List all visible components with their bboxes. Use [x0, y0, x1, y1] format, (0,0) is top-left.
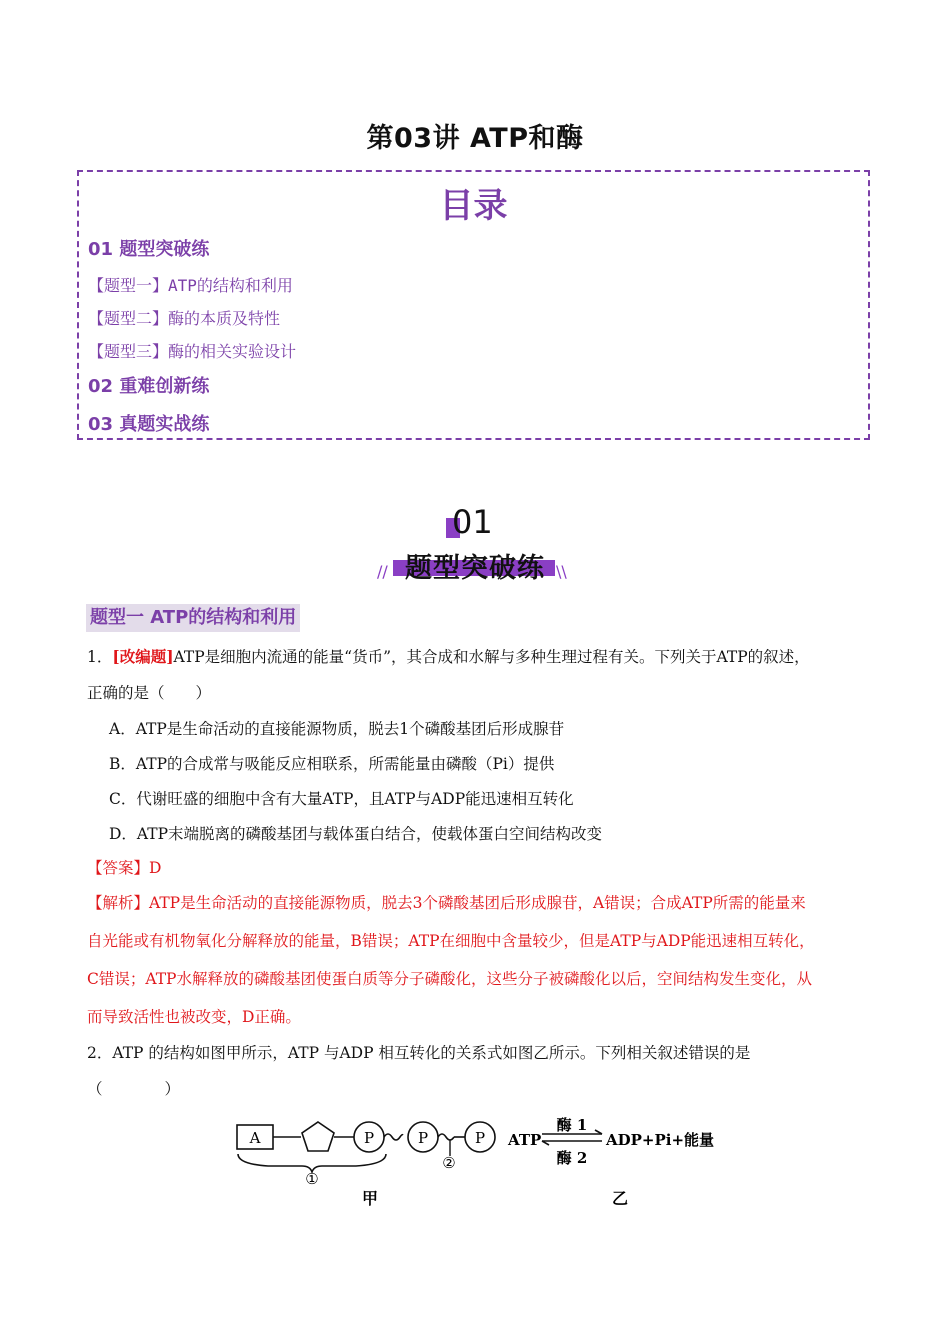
q1-analysis-line: 【解析】ATP是生命活动的直接能源物质，脱去3个磷酸基团后形成腺苷，A错误；合成ATP所需的能量来 [87, 894, 806, 912]
section-title: 题型突破练 [405, 553, 545, 584]
table-of-contents [77, 170, 870, 440]
section-number: 01 [452, 503, 493, 541]
section-deco-right: \\ [556, 562, 567, 581]
q1-tag: [改编题] [112, 647, 174, 666]
toc-item[interactable]: 【题型二】酶的本质及特性 [88, 309, 281, 328]
high-energy-bond-1 [384, 1134, 403, 1140]
q1-option-a[interactable]: A．ATP是生命活动的直接能源物质，脱去1个磷酸基团后形成腺苷 [109, 720, 565, 738]
toc-item[interactable]: 03 真题实战练 [88, 414, 210, 435]
yi-products: ADP+Pi+能量 [606, 1131, 715, 1149]
mark-2: ② [442, 1154, 456, 1172]
high-energy-bond-2 [438, 1134, 454, 1140]
figure-jia [237, 1122, 495, 1208]
q2-stem-line2: （ ） [87, 1080, 181, 1098]
ribose-pentagon [302, 1122, 334, 1151]
type-heading: 题型一 ATP的结构和利用 [86, 604, 300, 632]
caption-jia: 甲 [361, 1189, 379, 1208]
mark-1: ① [305, 1170, 319, 1188]
q1-stem-line1: 1．[改编题]ATP是细胞内流通的能量“货币”，其合成和水解与多种生理过程有关。下列关于ATP的叙述， [87, 647, 810, 666]
atp-figure [230, 1110, 730, 1210]
toc-item[interactable]: 【题型三】酶的相关实验设计 [88, 342, 297, 361]
enzyme-1: 酶 1 [556, 1116, 588, 1134]
q1-analysis-line: C错误；ATP水解释放的磷酸基团使蛋白质等分子磷酸化，这些分子被磷酸化以后，空间结构发生变化，从 [87, 970, 812, 988]
caption-yi: 乙 [611, 1189, 629, 1208]
q1-option-b[interactable]: B．ATP的合成常与吸能反应相联系，所需能量由磷酸（Pi）提供 [109, 755, 555, 773]
page-title: 第03讲 ATP和酶 [366, 123, 584, 154]
enzyme-2: 酶 2 [556, 1149, 588, 1167]
adenine-label: A [249, 1129, 261, 1147]
svg-text:P: P [363, 1129, 375, 1147]
q1-analysis-line: 自光能或有机物氧化分解释放的能量，B错误；ATP在细胞中含量较少，但是ATP与ADP能迅速相互转化， [87, 932, 815, 950]
q2-stem-line1: 2．ATP 的结构如图甲所示，ATP 与ADP 相互转化的关系式如图乙所示。下列相关叙述错误的是 [87, 1044, 751, 1062]
toc-item[interactable]: 【题型一】ATP的结构和利用 [88, 276, 293, 295]
svg-text:P: P [474, 1129, 486, 1147]
q1-answer: 【答案】D [87, 859, 162, 877]
toc-heading: 目录 [439, 186, 508, 226]
q1-analysis-line: 而导致活性也被改变，D正确。 [87, 1008, 301, 1026]
section-deco-left: // [377, 562, 388, 581]
q1-option-d[interactable]: D．ATP末端脱离的磷酸基团与载体蛋白结合，使载体蛋白空间结构改变 [109, 825, 603, 843]
figure-yi [507, 1116, 714, 1208]
q1-option-c[interactable]: C．代谢旺盛的细胞中含有大量ATP，且ATP与ADP能迅速相互转化 [109, 790, 574, 808]
q1-stem-line2: 正确的是（ ） [87, 684, 212, 702]
svg-text:P: P [417, 1129, 429, 1147]
yi-atp: ATP [508, 1131, 542, 1149]
toc-item[interactable]: 02 重难创新练 [88, 376, 210, 397]
toc-item[interactable]: 01 题型突破练 [88, 239, 210, 260]
